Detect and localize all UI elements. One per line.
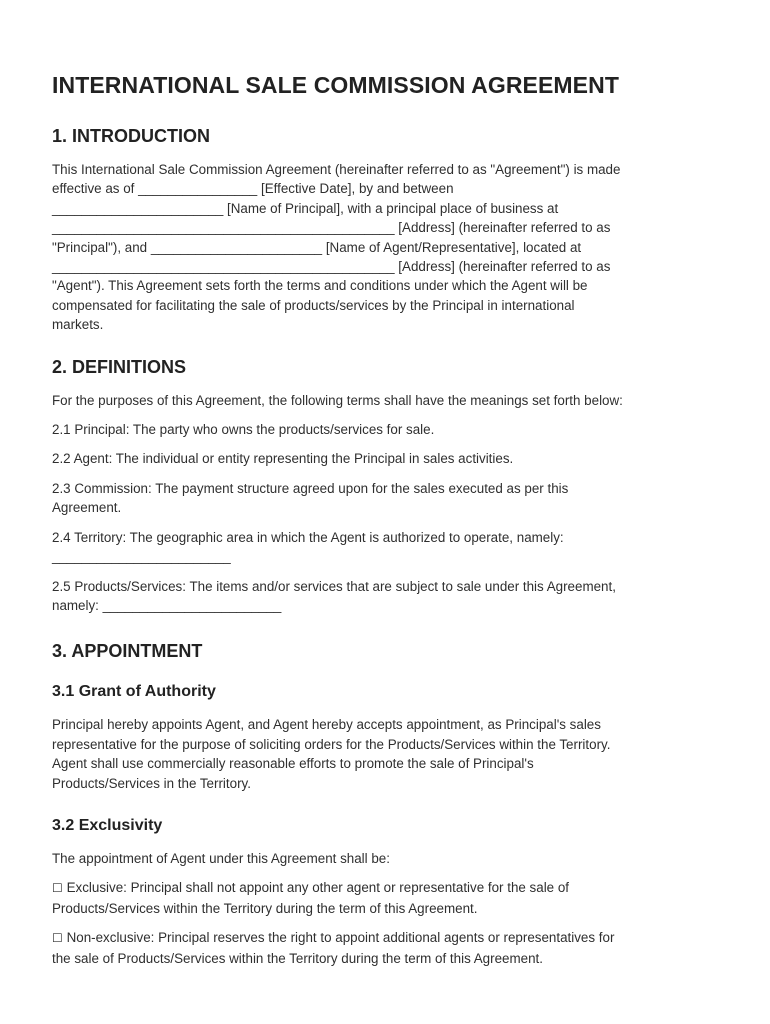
intro-line: This International Sale Commission Agreement (hereinafter referred to as "Agreement") is made [52,162,621,177]
introduction-paragraph [52,160,722,335]
definition-products-services [52,577,722,616]
grant-line: Principal hereby appoints Agent, and Agent hereby accepts appointment, as Principal's sales [52,717,601,733]
section-heading-definitions: 2. DEFINITIONS [52,356,187,377]
exclusive-option-label-cont: Products/Services within the Territory during the term of this Agreement. [52,900,478,916]
definition-line: namely: ________________________ [52,597,282,613]
intro-line: _______________________ [Name of Principal], with a principal place of business at [52,200,559,216]
definition-line: 2.4 Territory: The geographic area in which the Agent is authorized to operate, namely: [52,529,564,545]
definition-principal: 2.1 Principal: The party who owns the products/services for sale. [52,422,435,438]
definition-line: ________________________ [52,549,231,565]
document-title: INTERNATIONAL SALE COMMISSION AGREEMENT [52,72,619,98]
grant-line: Products/Services in the Territory. [52,775,251,791]
intro-line: compensated for facilitating the sale of products/services by the Principal in international [52,297,575,313]
non-exclusive-option-label-cont: the sale of Products/Services within the Territory during the term of this Agreement. [52,950,543,966]
non-exclusive-option-label: Non-exclusive: Principal reserves the right to appoint additional agents or representatives for [66,930,615,946]
section-heading-appointment: 3. APPOINTMENT [52,641,203,662]
subsection-heading-grant-of-authority: 3.1 Grant of Authority [52,683,216,701]
exclusivity-intro: The appointment of Agent under this Agreement shall be: [52,850,390,866]
definition-line: Agreement. [52,500,122,516]
non-exclusive-option [52,928,722,968]
intro-line: "Agent"). This Agreement sets forth the terms and conditions under which the Agent will be [52,278,588,294]
exclusive-option-label: Exclusive: Principal shall not appoint any other agent or representative for the sale of [66,880,570,896]
grant-line: Agent shall use commercially reasonable efforts to promote the sale of Principal's [52,756,534,772]
intro-line: ______________________________________________ [Address] (hereinafter referred to as [52,220,611,236]
definition-territory [52,528,722,567]
intro-line: ______________________________________________ [Address] (hereinafter referred to as [52,259,611,275]
intro-line: markets. [52,317,104,333]
document-page [52,70,722,968]
definition-line: 2.3 Commission: The payment structure agreed upon for the sales executed as per this [52,480,569,496]
subsection-heading-exclusivity: 3.2 Exclusivity [52,816,163,834]
exclusive-option [52,878,722,918]
exclusive-checkbox[interactable]: ☐ [52,881,67,896]
intro-line: effective as of ________________ [Effective Date], by and between [52,181,454,197]
non-exclusive-checkbox[interactable]: ☐ [52,931,67,946]
definition-line: 2.5 Products/Services: The items and/or services that are subject to sale under this Agreement, [52,578,616,594]
grant-of-authority-paragraph [52,715,722,793]
definitions-intro: For the purposes of this Agreement, the following terms shall have the meanings set forth below: [52,392,623,408]
grant-line: representative for the purpose of soliciting orders for the Products/Services within the Territory. [52,736,611,752]
definition-agent: 2.2 Agent: The individual or entity representing the Principal in sales activities. [52,451,514,467]
intro-line: "Principal"), and _______________________ [Name of Agent/Representative], located at [52,239,582,255]
definition-commission [52,479,722,518]
section-heading-introduction: 1. INTRODUCTION [52,126,211,146]
